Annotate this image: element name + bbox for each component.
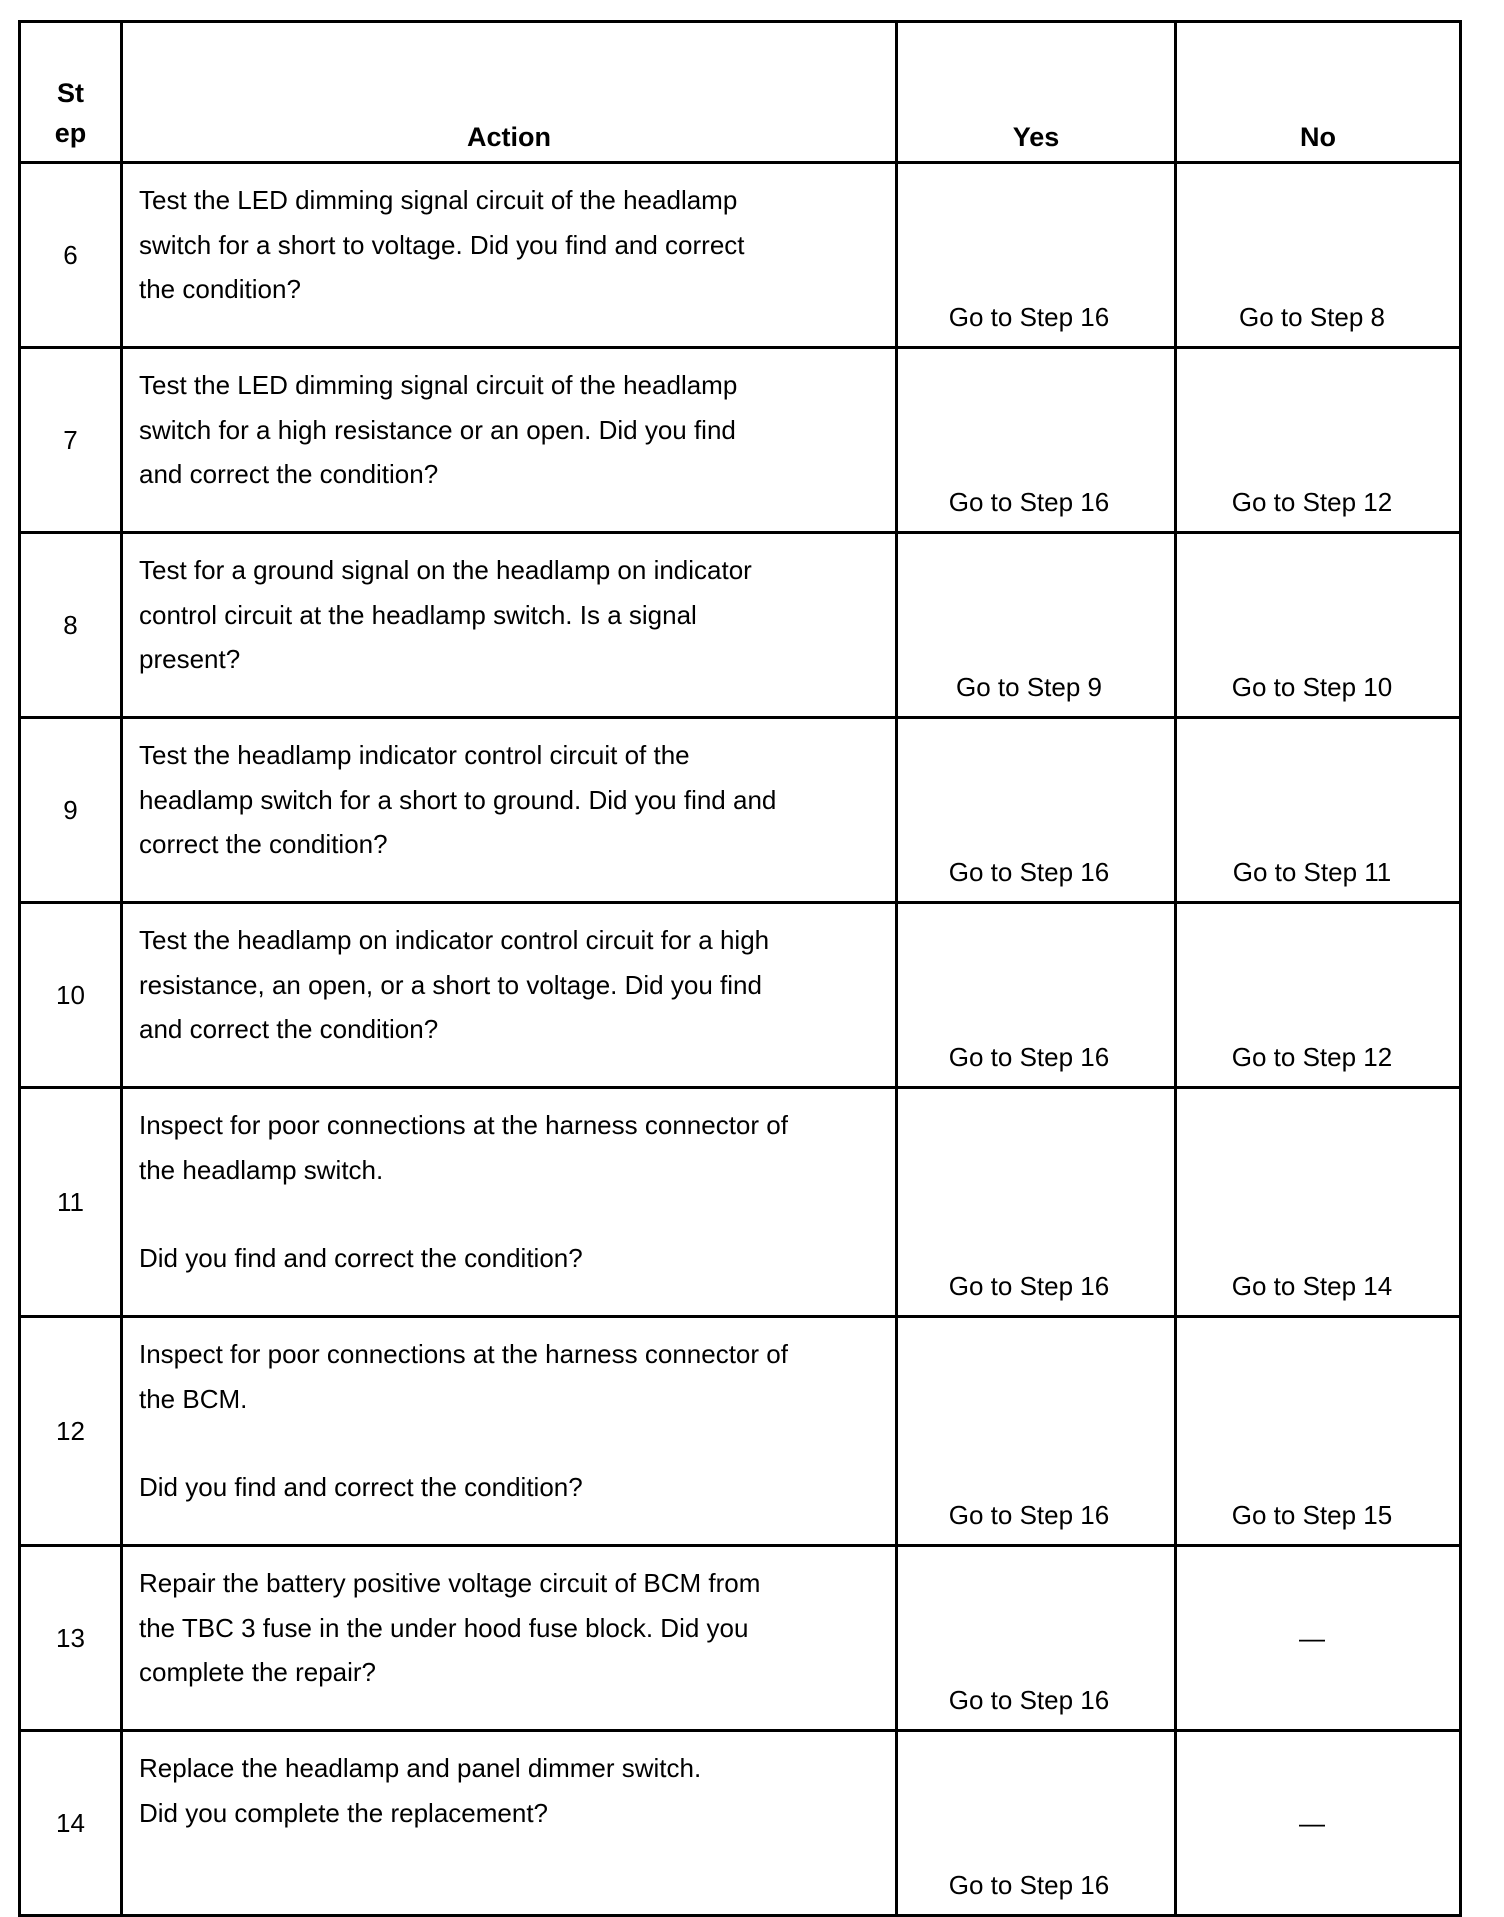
table-row [20, 1088, 1461, 1317]
no-result: Go to Step 14 [1176, 1088, 1461, 1317]
action-text: Replace the headlamp and panel dimmer switch. Did you complete the replacement? [122, 1731, 897, 1916]
header-action: Action [122, 22, 897, 163]
step-number: 12 [20, 1317, 122, 1546]
step-number: 9 [20, 718, 122, 903]
step-number: 6 [20, 163, 122, 348]
yes-result: Go to Step 16 [897, 348, 1176, 533]
action-text: Test the LED dimming signal circuit of the headlamp switch for a high resistance or an open. Did you find and correct the condition? [122, 348, 897, 533]
table-row [20, 348, 1461, 533]
no-result: Go to Step 8 [1176, 163, 1461, 348]
action-text: Test the headlamp on indicator control circuit for a high resistance, an open, or a short to voltage. Did you find and correct the condition? [122, 903, 897, 1088]
action-question: Did you find and correct the condition? [139, 1243, 583, 1273]
action-text [122, 1088, 897, 1317]
table-row [20, 1317, 1461, 1546]
yes-result: Go to Step 16 [897, 1317, 1176, 1546]
step-number: 8 [20, 533, 122, 718]
no-result: Go to Step 12 [1176, 903, 1461, 1088]
action-text: Repair the battery positive voltage circuit of BCM from the TBC 3 fuse in the under hood fuse block. Did you complete the repair? [122, 1546, 897, 1731]
table-row [20, 903, 1461, 1088]
step-number: 7 [20, 348, 122, 533]
table-row [20, 718, 1461, 903]
no-result: — [1176, 1731, 1461, 1916]
yes-result: Go to Step 16 [897, 903, 1176, 1088]
no-result: — [1176, 1546, 1461, 1731]
yes-result: Go to Step 16 [897, 1088, 1176, 1317]
action-text [122, 1317, 897, 1546]
action-text: Test the headlamp indicator control circuit of the headlamp switch for a short to ground. Did you find and correct the condition? [122, 718, 897, 903]
table-row [20, 1731, 1461, 1916]
step-number: 13 [20, 1546, 122, 1731]
no-result: Go to Step 15 [1176, 1317, 1461, 1546]
header-no: No [1176, 22, 1461, 163]
yes-result: Go to Step 16 [897, 163, 1176, 348]
step-number: 14 [20, 1731, 122, 1916]
yes-result: Go to Step 16 [897, 1546, 1176, 1731]
no-result: Go to Step 11 [1176, 718, 1461, 903]
step-number: 10 [20, 903, 122, 1088]
table-row [20, 533, 1461, 718]
yes-result: Go to Step 16 [897, 718, 1176, 903]
no-result: Go to Step 12 [1176, 348, 1461, 533]
action-text: Test the LED dimming signal circuit of the headlamp switch for a short to voltage. Did you find and correct the condition? [122, 163, 897, 348]
table-row [20, 1546, 1461, 1731]
no-result: Go to Step 10 [1176, 533, 1461, 718]
yes-result: Go to Step 9 [897, 533, 1176, 718]
header-step: St ep [20, 22, 122, 163]
yes-result: Go to Step 16 [897, 1731, 1176, 1916]
table-row [20, 163, 1461, 348]
step-number: 11 [20, 1088, 122, 1317]
diagnostic-table [18, 20, 1462, 1917]
action-instruction: Inspect for poor connections at the harness connector of the BCM. [139, 1339, 788, 1414]
header-yes: Yes [897, 22, 1176, 163]
action-instruction: Inspect for poor connections at the harness connector of the headlamp switch. [139, 1110, 788, 1185]
action-text: Test for a ground signal on the headlamp on indicator control circuit at the headlamp switch. Is a signal present? [122, 533, 897, 718]
table-header-row [20, 22, 1461, 163]
action-question: Did you find and correct the condition? [139, 1472, 583, 1502]
